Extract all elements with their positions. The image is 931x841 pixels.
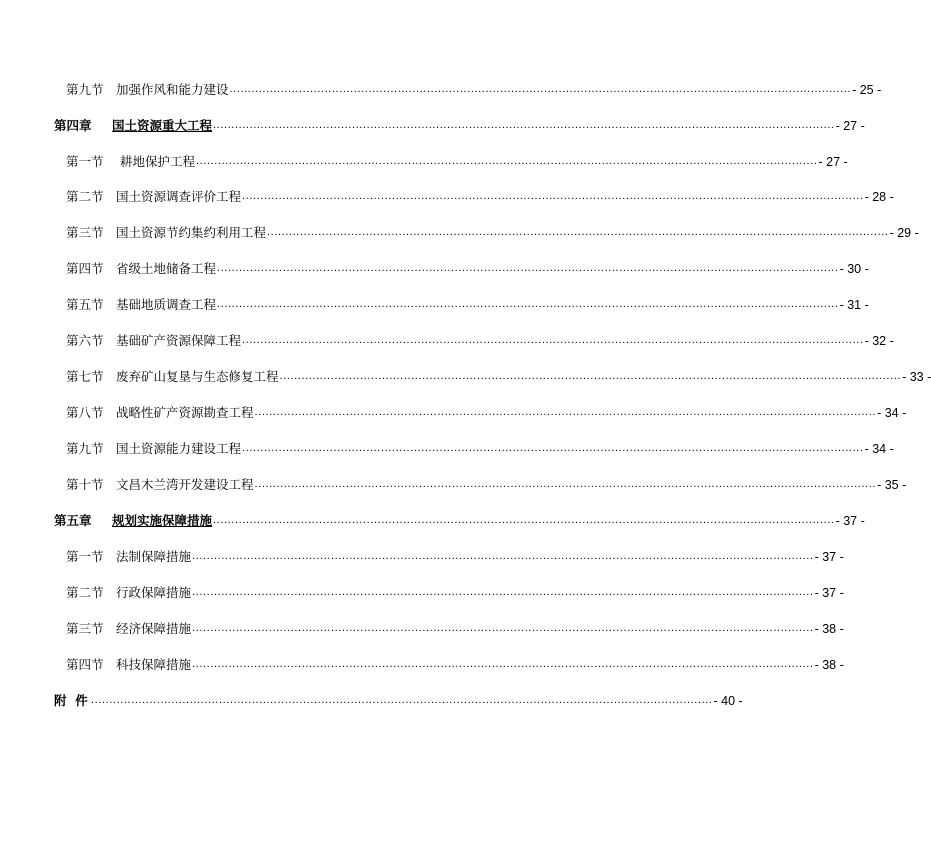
toc-entry-title: 加强作风和能力建设 — [116, 82, 229, 97]
dot-leader: .......................................................................................................................................................................... — [242, 442, 864, 454]
toc-entry-title: 文昌木兰湾开发建设工程 — [116, 477, 254, 492]
toc-entry-page: - 37 - — [814, 586, 844, 600]
toc-entry-number: 第一节 — [66, 154, 104, 169]
toc-entry-number: 第五节 — [66, 297, 104, 312]
toc-entry-number: 第四节 — [66, 261, 104, 276]
toc-entry[interactable] — [0, 185, 894, 205]
dot-leader: .......................................................................................................................................................................... — [192, 622, 814, 634]
toc-entry[interactable] — [0, 617, 844, 637]
toc-entry-number: 第三节 — [66, 621, 104, 636]
toc-entry-page: - 34 - — [877, 406, 907, 420]
toc-entry-page: - 37 - — [814, 550, 844, 564]
toc-entry-title: 省级土地储备工程 — [116, 261, 217, 276]
toc-entry-page: - 28 - — [864, 190, 894, 204]
toc-entry-number: 第九节 — [66, 441, 104, 456]
dot-leader: .......................................................................................................................................................................... — [213, 119, 835, 131]
toc-entry-title: 战略性矿产资源勘查工程 — [116, 405, 254, 420]
dot-leader: .......................................................................................................................................................................... — [195, 155, 818, 167]
toc-entry-title: 国土资源节约集约利用工程 — [116, 225, 267, 240]
dot-leader: .......................................................................................................................................................................... — [279, 370, 902, 382]
toc-entry-page: - 32 - — [864, 334, 894, 348]
toc-entry-page: - 37 - — [835, 514, 865, 528]
dot-leader: .......................................................................................................................................................................... — [254, 406, 877, 418]
toc-chapter-title: 国土资源重大工程 — [112, 118, 213, 133]
toc-entry[interactable] — [0, 581, 844, 601]
toc-entry[interactable] — [0, 293, 869, 313]
toc-entry-number: 第六节 — [66, 333, 104, 348]
toc-entry[interactable] — [0, 257, 869, 277]
toc-entry-title: 废弃矿山复垦与生态修复工程 — [116, 369, 279, 384]
dot-leader: .......................................................................................................................................................................... — [217, 298, 839, 310]
toc-entry-title: 国土资源调查评价工程 — [116, 189, 242, 204]
toc-entry-title: 国土资源能力建设工程 — [116, 441, 242, 456]
dot-leader: .......................................................................................................................................................................... — [242, 190, 864, 202]
dot-leader: .......................................................................................................................................................................... — [192, 550, 814, 562]
dot-leader: .......................................................................................................................................................................... — [91, 694, 713, 706]
toc-appendix-label: 附 件 — [54, 693, 88, 708]
toc-entry[interactable] — [0, 473, 907, 493]
toc-entry-title: 耕地保护工程 — [116, 154, 195, 169]
toc-entry-page: - 38 - — [814, 658, 844, 672]
toc-entry[interactable] — [0, 437, 894, 457]
toc-entry-page: - 33 - — [902, 370, 931, 384]
toc-entry[interactable] — [0, 78, 882, 98]
toc-appendix-entry[interactable] — [0, 689, 743, 709]
dot-leader: .......................................................................................................................................................................... — [192, 658, 814, 670]
toc-entry-title: 基础地质调查工程 — [116, 297, 217, 312]
toc-entry-page: - 38 - — [814, 622, 844, 636]
toc-entry-page: - 25 - — [852, 83, 882, 97]
toc-entry-page: - 30 - — [839, 262, 869, 276]
toc-entry[interactable] — [0, 329, 894, 349]
toc-entry-number: 第九节 — [66, 82, 104, 97]
toc-entry-page: - 31 - — [839, 298, 869, 312]
toc-entry-number: 第一节 — [66, 549, 104, 564]
toc-entry[interactable] — [0, 545, 844, 565]
dot-leader: .......................................................................................................................................................................... — [254, 478, 877, 490]
toc-entry-number: 第八节 — [66, 405, 104, 420]
toc-entry[interactable] — [0, 221, 919, 241]
toc-entry[interactable] — [0, 653, 844, 673]
toc-entry-number: 第二节 — [66, 189, 104, 204]
toc-entry-title: 法制保障措施 — [116, 549, 192, 564]
toc-entry-number: 第七节 — [66, 369, 104, 384]
toc-entry-page: - 35 - — [877, 478, 907, 492]
toc-entry-page: - 29 - — [889, 226, 919, 240]
toc-entry-title: 科技保障措施 — [116, 657, 192, 672]
toc-entry[interactable] — [0, 365, 931, 385]
toc-entry-page: - 27 - — [835, 119, 865, 133]
toc-chapter-entry[interactable] — [0, 509, 865, 529]
toc-chapter-title: 规划实施保障措施 — [112, 513, 213, 528]
toc-entry-title: 经济保障措施 — [116, 621, 192, 636]
toc-entry[interactable] — [0, 150, 848, 170]
toc-chapter-number: 第四章 — [54, 118, 92, 133]
dot-leader: .......................................................................................................................................................................... — [192, 586, 814, 598]
dot-leader: .......................................................................................................................................................................... — [242, 334, 864, 346]
toc-entry-number: 第四节 — [66, 657, 104, 672]
toc-entry[interactable] — [0, 401, 907, 421]
toc-entry-page: - 40 - — [713, 694, 743, 708]
toc-entry-number: 第十节 — [66, 477, 104, 492]
dot-leader: .......................................................................................................................................................................... — [267, 226, 889, 238]
toc-chapter-entry[interactable] — [0, 114, 865, 134]
toc-entry-title: 行政保障措施 — [116, 585, 192, 600]
toc-entry-page: - 34 - — [864, 442, 894, 456]
toc-chapter-number: 第五章 — [54, 513, 92, 528]
toc-entry-title: 基础矿产资源保障工程 — [116, 333, 242, 348]
dot-leader: .......................................................................................................................................................................... — [213, 514, 835, 526]
toc-entry-page: - 27 - — [818, 155, 848, 169]
dot-leader: .......................................................................................................................................................................... — [229, 83, 852, 95]
toc-entry-number: 第三节 — [66, 225, 104, 240]
toc-entry-number: 第二节 — [66, 585, 104, 600]
dot-leader: .......................................................................................................................................................................... — [217, 262, 839, 274]
